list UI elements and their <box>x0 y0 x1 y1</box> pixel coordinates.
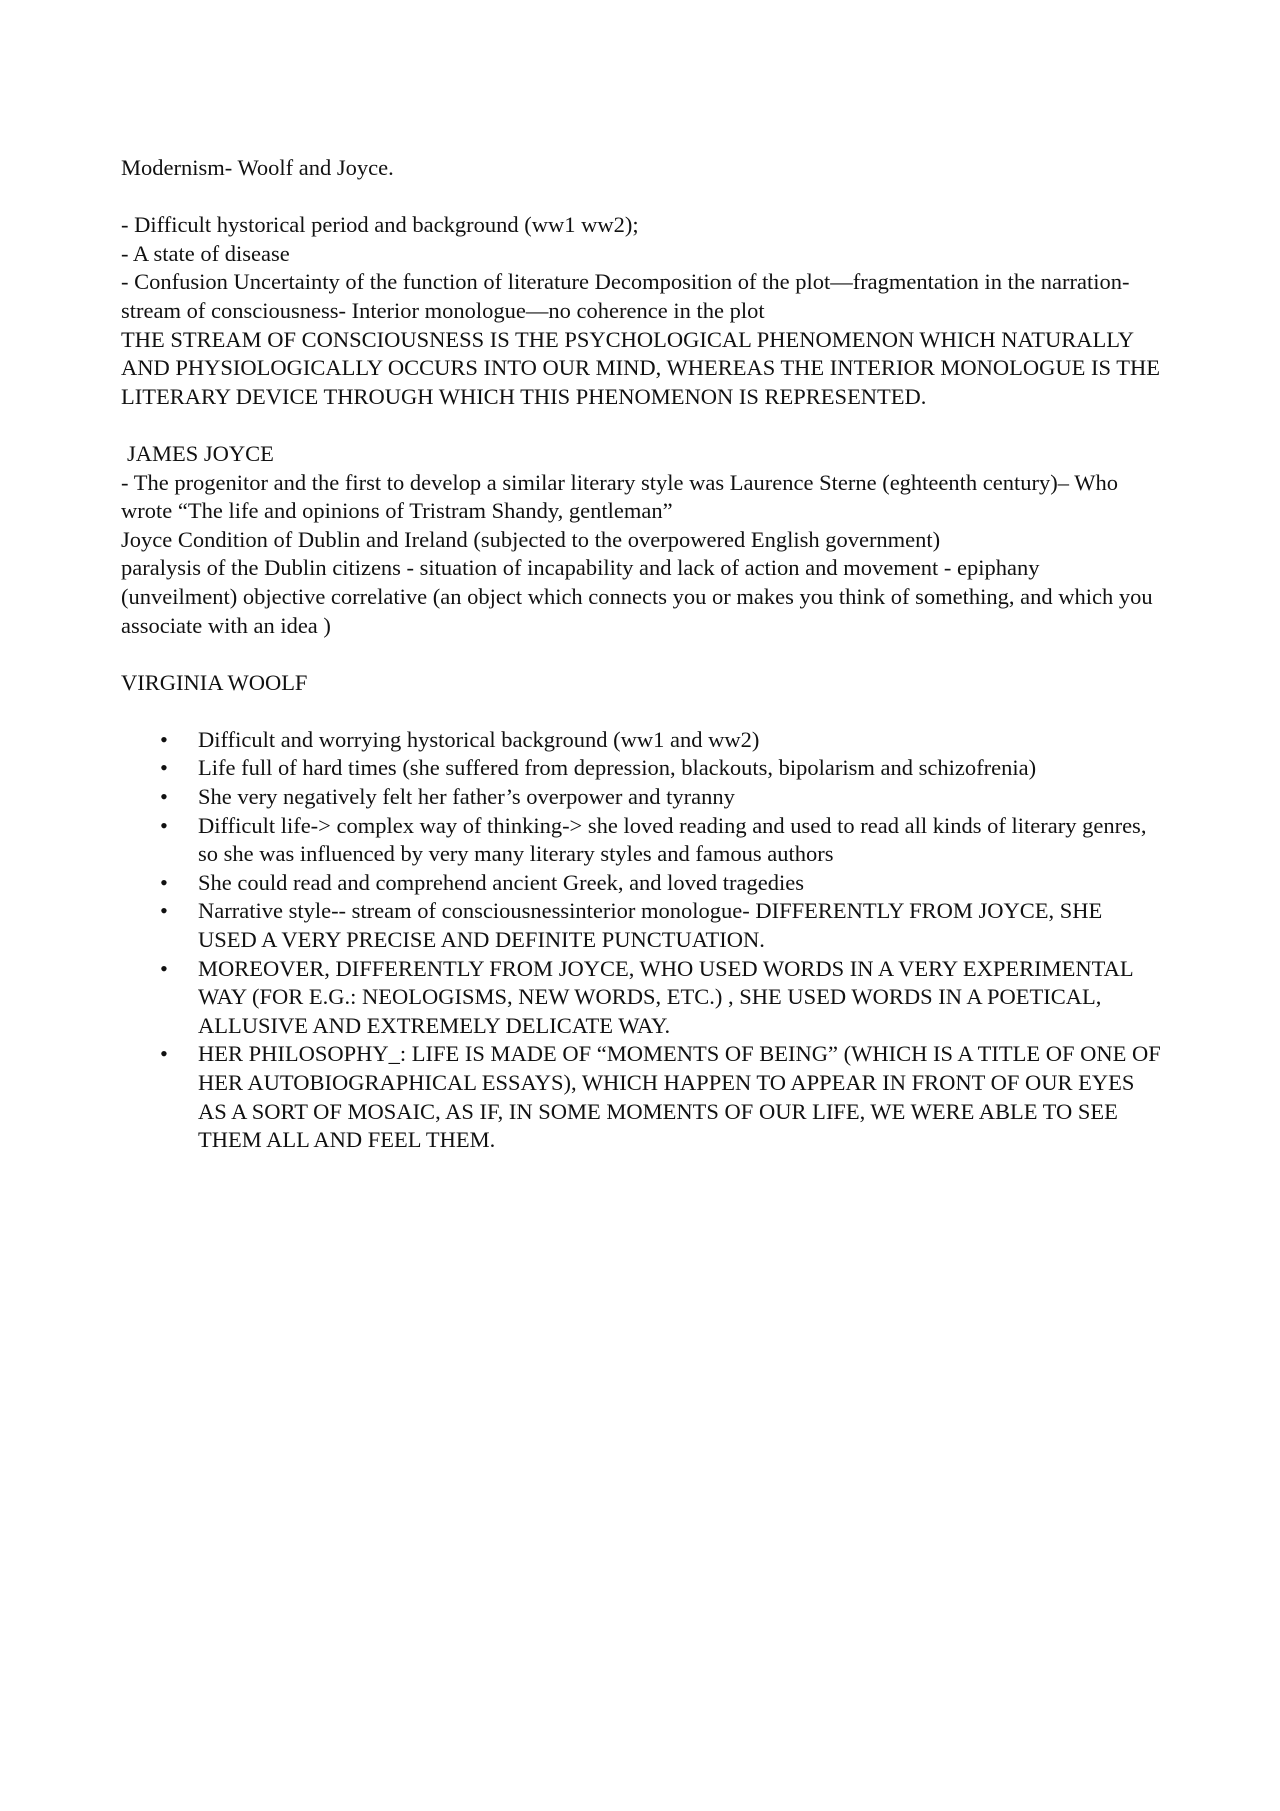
list-item-text: She very negatively felt her father’s overpower and tyranny <box>198 784 735 810</box>
list-item-text: Life full of hard times (she suffered from depression, blackouts, bipolarism and schizofrenia) <box>198 755 1037 781</box>
list-item <box>121 897 1161 954</box>
woolf-bullet-list <box>121 726 1161 1155</box>
document-body <box>121 154 1161 1155</box>
list-item-text: Difficult and worrying hystorical background (ww1 and ww2) <box>198 726 760 752</box>
bullet-icon: • <box>160 726 168 752</box>
list-item <box>121 869 1161 898</box>
woolf-heading: VIRGINIA WOOLF <box>121 669 308 695</box>
bullet-icon: • <box>160 898 168 924</box>
bullet-icon: • <box>160 1041 168 1067</box>
joyce-line-dublin: Joyce Condition of Dublin and Ireland (subjected to the overpowered English government) <box>121 526 941 552</box>
list-item <box>121 812 1161 869</box>
list-item-text: MOREOVER, DIFFERENTLY FROM JOYCE, WHO USED WORDS IN A VERY EXPERIMENTAL WAY (FOR E.G.: NEOLOGISMS, NEW WORDS, ETC.) , SHE USED WORDS IN A POETICAL, ALLUSIVE AND EXTREMELY DELICATE WAY. <box>198 955 1133 1038</box>
joyce-heading: JAMES JOYCE <box>127 440 274 466</box>
bullet-icon: • <box>160 955 168 981</box>
spacer <box>121 640 1161 669</box>
list-item <box>121 1040 1161 1154</box>
intro-line-state-of-disease: - A state of disease <box>121 240 290 266</box>
list-item-text: Difficult life-> complex way of thinking-> she loved reading and used to read all kinds of literary genres, so she was influenced by very many literary styles and famous authors <box>198 812 1147 867</box>
bullet-icon: • <box>160 812 168 838</box>
list-item-text: She could read and comprehend ancient Greek, and loved tragedies <box>198 869 805 895</box>
bullet-icon: • <box>160 784 168 810</box>
joyce-line-paralysis: paralysis of the Dublin citizens - situation of incapability and lack of action and movement - epiphany (unveilment) objective correlative (an object which connects you or makes you think of something, and which you associate with an idea ) <box>121 555 1153 638</box>
spacer <box>121 183 1161 212</box>
spacer <box>121 697 1161 726</box>
list-item-text: Narrative style-- stream of consciousnessinterior monologue- DIFFERENTLY FROM JOYCE, SHE USED A VERY PRECISE AND DEFINITE PUNCTUATION. <box>198 898 1103 953</box>
spacer <box>121 411 1161 440</box>
intro-line-historical-period: - Difficult hystorical period and background (ww1 ww2); <box>121 212 639 238</box>
list-item <box>121 955 1161 1041</box>
bullet-icon: • <box>160 869 168 895</box>
list-item <box>121 726 1161 755</box>
intro-line-confusion: - Confusion Uncertainty of the function of literature Decomposition of the plot—fragmentation in the narration-stream of consciousness- Interior monologue—no coherence in the plot <box>121 269 1130 323</box>
intro-line-stream-definition: THE STREAM OF CONSCIOUSNESS IS THE PSYCHOLOGICAL PHENOMENON WHICH NATURALLY AND PHYSIOLOGICALLY OCCURS INTO OUR MIND, WHEREAS THE INTERIOR MONOLOGUE IS THE LITERARY DEVICE THROUGH WHICH THIS PHENOMENON IS REPRESENTED. <box>121 326 1160 409</box>
bullet-icon: • <box>160 755 168 781</box>
list-item-text: HER PHILOSOPHY_: LIFE IS MADE OF “MOMENTS OF BEING” (WHICH IS A TITLE OF ONE OF HER AUTOBIOGRAPHICAL ESSAYS), WHICH HAPPEN TO APPEAR IN FRONT OF OUR EYES AS A SORT OF MOSAIC, AS IF, IN SOME MOMENTS OF OUR LIFE, WE WERE ABLE TO SEE THEM ALL AND FEEL THEM. <box>198 1041 1161 1153</box>
list-item <box>121 783 1161 812</box>
document-title: Modernism- Woolf and Joyce. <box>121 155 394 180</box>
joyce-line-sterne: - The progenitor and the first to develop a similar literary style was Laurence Sterne (eghteenth century)– Who wrote “The life and opinions of Tristram Shandy, gentleman” <box>121 469 1118 524</box>
list-item <box>121 754 1161 783</box>
